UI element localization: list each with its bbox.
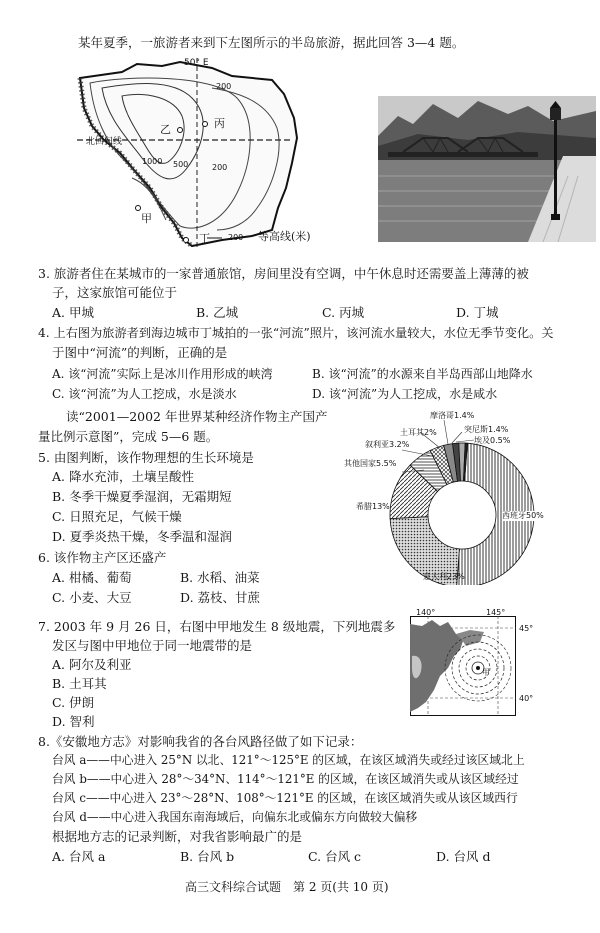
map2-lon-right: 145° <box>486 608 506 617</box>
map2-lat-top: 45° <box>519 624 534 633</box>
q5-option-d[interactable]: D. 夏季炎热干燥，冬季温和湿润 <box>52 529 233 544</box>
q8-record-a: 台风 a——中心进入 25°N 以北、121°～125°E 的区域，在该区域消失或经过该区域北上 <box>52 753 525 767</box>
intro-5-6-line1: 读“2001—2002 年世界某种经济作物主产国产 <box>66 409 328 424</box>
label-syria: 叙利亚3.2% <box>365 440 410 449</box>
earthquake-map <box>410 616 516 716</box>
label-italy: 意大利23% <box>423 572 465 581</box>
q8-option-a[interactable]: A. 台风 a <box>52 849 106 864</box>
city-jia: 甲 <box>141 212 152 225</box>
q8-stem: 8.《安徽地方志》对影响我省的各台风路径做了如下记录： <box>38 734 363 749</box>
meridian-label: 50° E <box>184 58 209 68</box>
label-spain: 西班牙50% <box>502 511 544 520</box>
q7-option-d[interactable]: D. 智利 <box>52 714 95 729</box>
q7-stem-line2: 发区与图中甲地位于同一地震带的是 <box>52 638 253 653</box>
q6-option-d[interactable]: D. 荔枝、甘蔗 <box>180 590 261 605</box>
q8-question: 根据地方志的记录判断，对我省影响最广的是 <box>52 829 303 844</box>
label-egypt: 埃及0.5% <box>474 436 511 445</box>
q4-stem-line1: 4. 上右图为旅游者到海边城市丁城拍的一张“河流”照片，该河流水量较大，水位无季节变化。关 <box>38 326 554 340</box>
q6-stem: 6. 该作物主产区还盛产 <box>38 550 167 565</box>
contour-1000: 1000 <box>142 157 163 166</box>
q8-record-c: 台风 c——中心进入 23°～28°N、108°～121°E 的区域，在该区域消失或从该区域西行 <box>52 791 518 805</box>
label-greece: 希腊13% <box>356 502 390 511</box>
q3-stem-line2: 子，这家旅馆可能位于 <box>52 285 178 300</box>
q8-option-b[interactable]: B. 台风 b <box>180 849 235 864</box>
contour-200-north: 200 <box>216 82 232 91</box>
tropic-label: 北回归线 <box>86 137 123 147</box>
q6-option-b[interactable]: B. 水稻、油菜 <box>180 570 260 585</box>
legend-value: 200 <box>228 233 244 242</box>
q8-option-c[interactable]: C. 台风 c <box>308 849 362 864</box>
q4-option-c[interactable]: C. 该“河流”为人工挖成，水是淡水 <box>52 387 237 401</box>
production-donut-chart <box>344 410 594 585</box>
q5-option-b[interactable]: B. 冬季干燥夏季湿润，无霜期短 <box>52 489 232 504</box>
page-footer: 高三文科综合试题 第 2 页(共 10 页) <box>185 880 389 894</box>
legend-label: 等高线(米) <box>258 230 311 243</box>
q4-option-a[interactable]: A. 该“河流”实际上是冰川作用形成的峡湾 <box>52 367 273 381</box>
q3-option-d[interactable]: D. 丁城 <box>456 305 499 320</box>
q3-option-c[interactable]: C. 丙城 <box>322 305 365 320</box>
q7-option-a[interactable]: A. 阿尔及利亚 <box>52 657 132 672</box>
map2-lon-left: 140° <box>416 608 436 617</box>
city-yi: 乙 <box>160 123 171 136</box>
q7-option-b[interactable]: B. 土耳其 <box>52 676 107 691</box>
label-morocco: 摩洛哥1.4% <box>430 411 475 420</box>
q8-record-d: 台风 d——中心进入我国东南海域后，向偏东北或偏东方向做较大偏移 <box>52 810 418 824</box>
q7-option-c[interactable]: C. 伊朗 <box>52 695 95 710</box>
q8-record-b: 台风 b——中心进入 28°～34°N、114°～121°E 的区域，在该区域消失或从该区域经过 <box>52 772 519 786</box>
q6-option-c[interactable]: C. 小麦、大豆 <box>52 590 132 605</box>
city-bing: 丙 <box>214 117 225 130</box>
q3-option-a[interactable]: A. 甲城 <box>52 305 94 320</box>
label-others: 其他国家5.5% <box>344 459 397 468</box>
q5-stem: 5. 由图判断，该作物理想的生长环境是 <box>38 450 254 465</box>
label-tunisia: 突尼斯1.4% <box>464 425 509 434</box>
q4-option-b[interactable]: B. 该“河流”的水源来自半岛西部山地降水 <box>312 367 533 381</box>
q6-option-a[interactable]: A. 柑橘、葡萄 <box>52 570 132 585</box>
q3-option-b[interactable]: B. 乙城 <box>196 305 239 320</box>
q5-option-a[interactable]: A. 降水充沛，土壤呈酸性 <box>52 469 194 484</box>
city-ding: 丁 <box>199 232 210 245</box>
label-turkey: 土耳其2% <box>400 428 437 437</box>
intro-5-6-line2: 量比例示意图”，完成 5—6 题。 <box>38 429 219 444</box>
coastline <box>80 62 297 246</box>
q5-option-c[interactable]: C. 日照充足，气候干燥 <box>52 509 182 524</box>
map2-point-jia: 甲 <box>482 668 490 677</box>
contour-200-east: 200 <box>212 163 228 172</box>
q3-stem-line1: 3. 旅游者住在某城市的一家普通旅馆，房间里没有空调，中午休息时还需要盖上薄薄的被 <box>38 266 529 281</box>
contour-500: 500 <box>173 160 189 169</box>
q8-option-d[interactable]: D. 台风 d <box>436 849 491 864</box>
q4-stem-line2: 于图中“河流”的判断，正确的是 <box>52 345 228 360</box>
q4-option-d[interactable]: D. 该“河流”为人工挖成，水是咸水 <box>312 387 498 401</box>
intro-3-4: 某年夏季，一旅游者来到下左图所示的半岛旅游，据此回答 3—4 题。 <box>78 35 465 50</box>
bridge-photo <box>378 96 596 242</box>
map2-lat-bottom: 40° <box>519 694 534 703</box>
q7-stem-line1: 7. 2003 年 9 月 26 日，右图中甲地发生 8 级地震，下列地震多 <box>38 619 396 634</box>
